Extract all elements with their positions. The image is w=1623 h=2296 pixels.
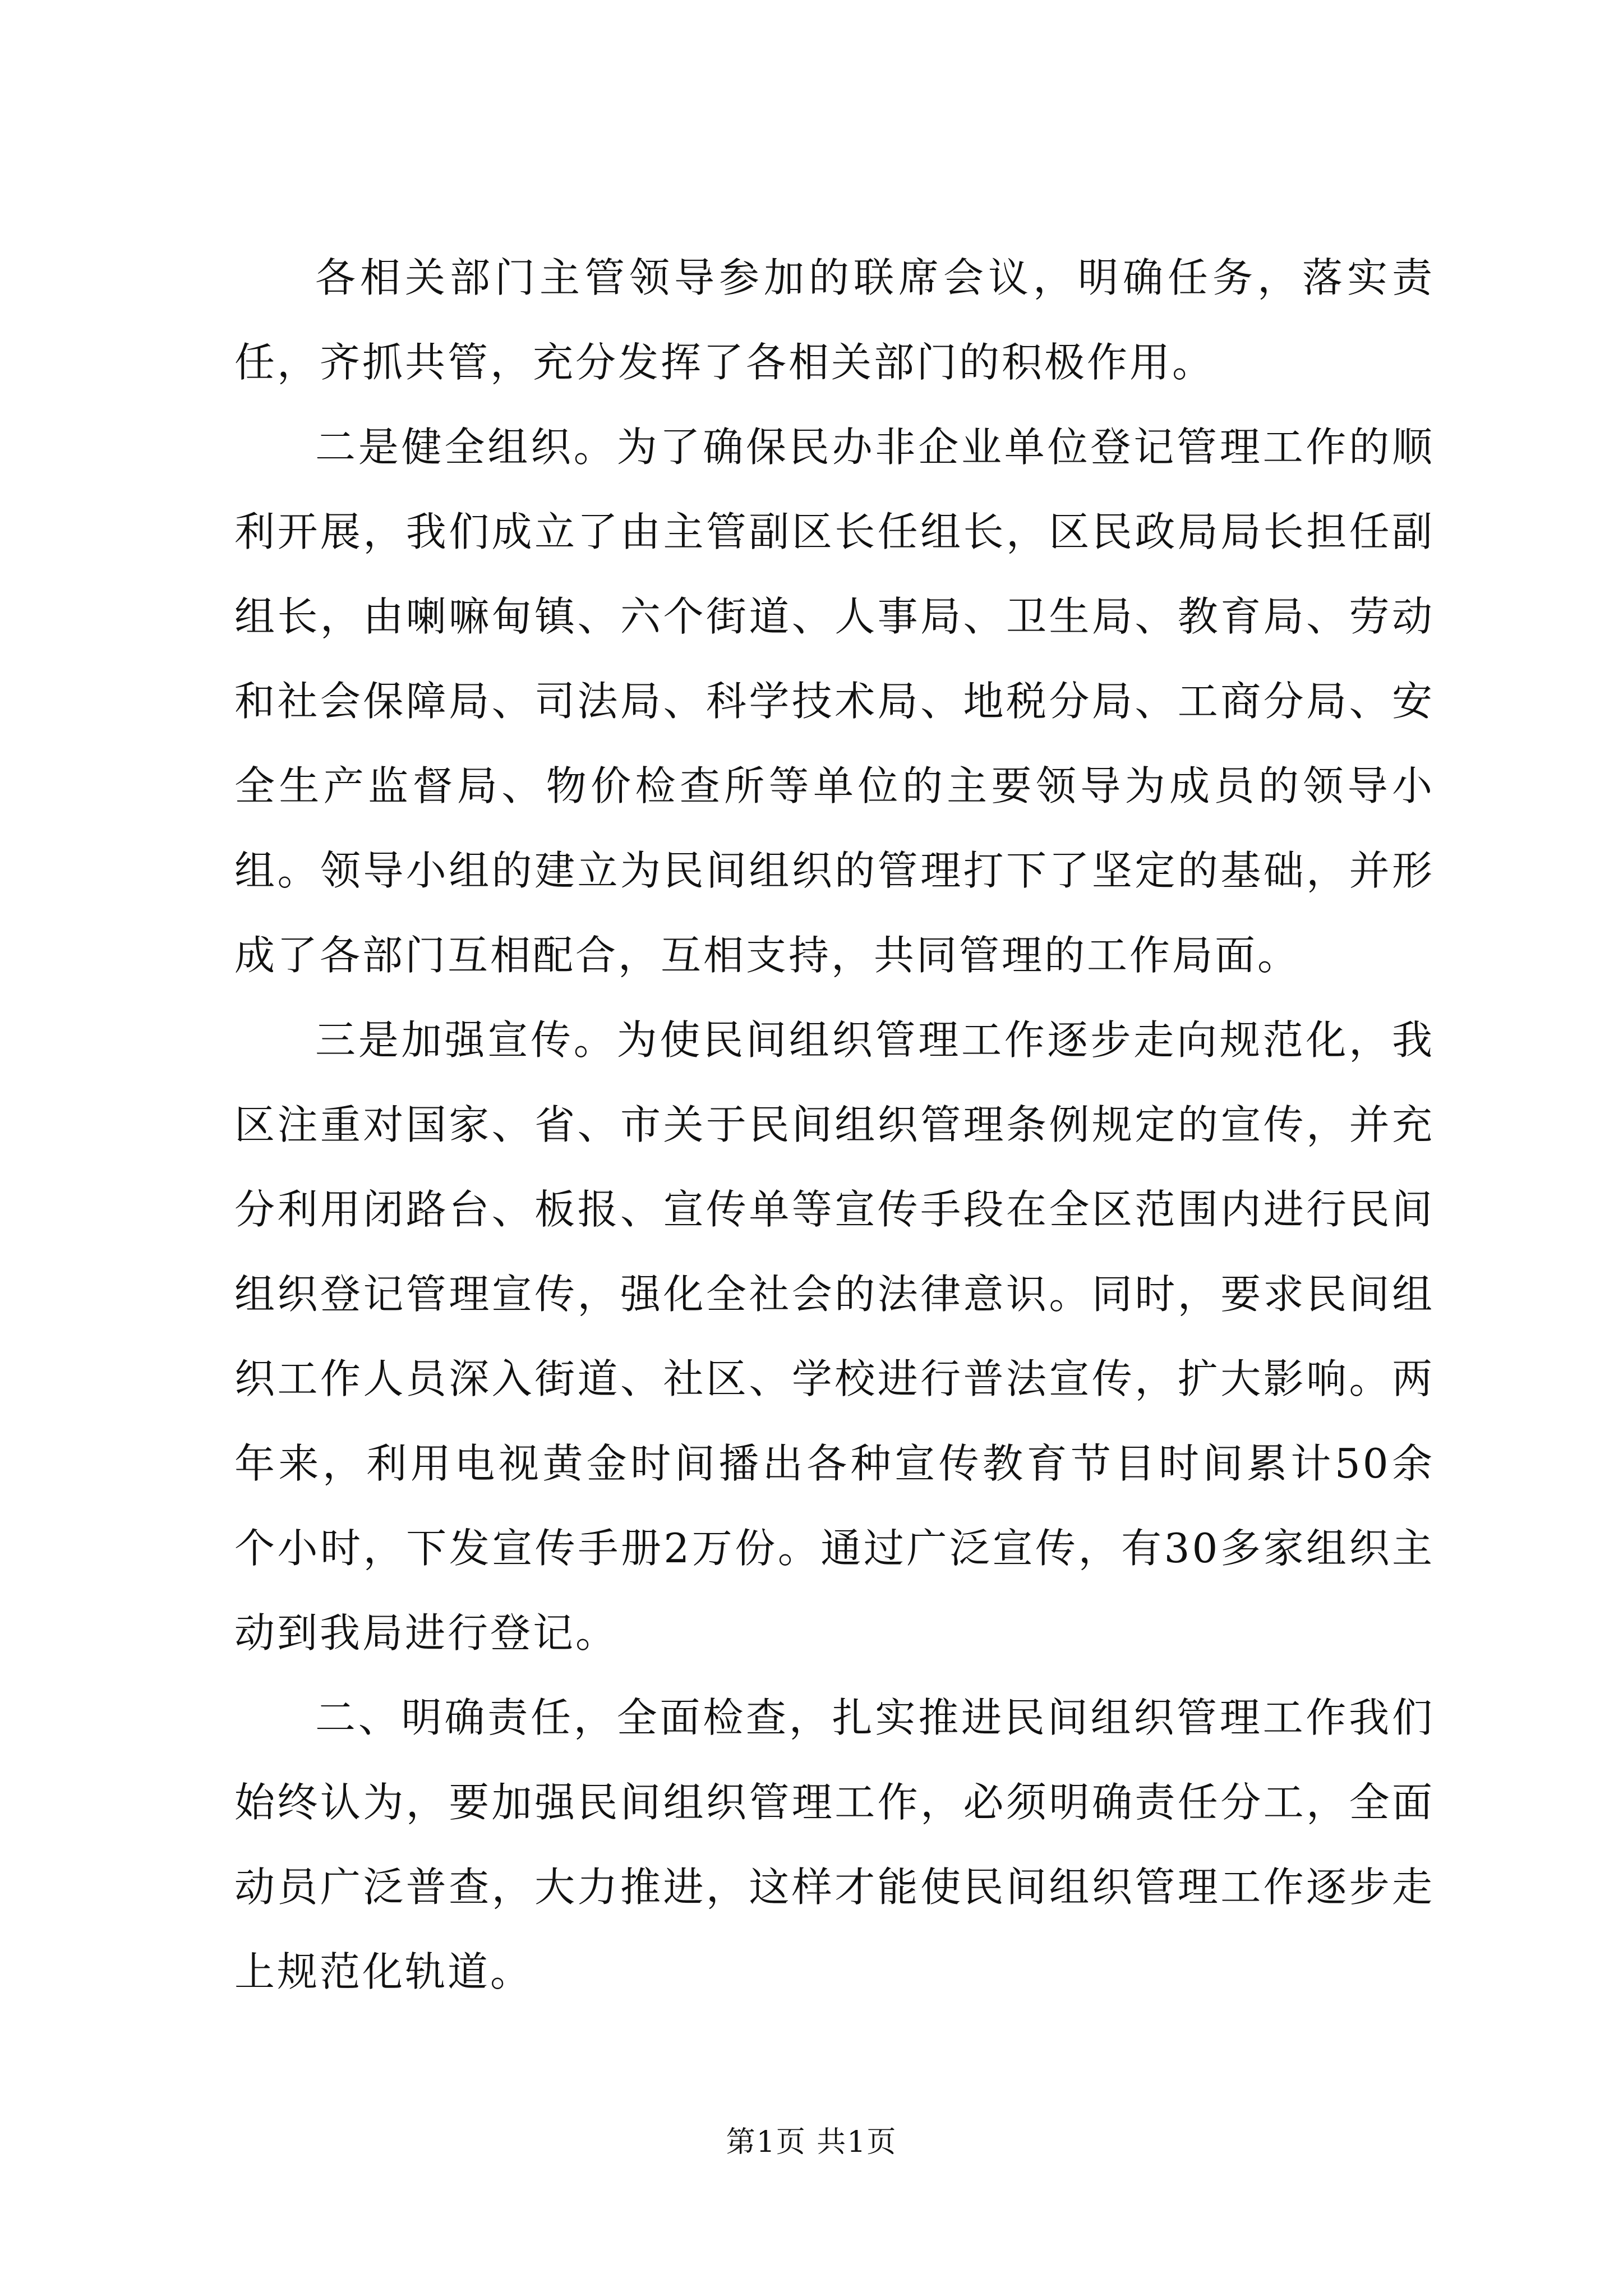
paragraph: 三是加强宣传。为使民间组织管理工作逐步走向规范化，我区注重对国家、省、市关于民间组织管理条例规定的宣传，并充分利用闭路台、板报、宣传单等宣传手段在全区范围内进行民间组织登记管理宣传，强化全社会的法律意识。同时，要求民间组织工作人员深入街道、社区、学校进行普法宣传，扩大影响。两年来，利用电视黄金时间播出各种宣传教育节目时间累计50余个小时，下发宣传手册2万份。通过广泛宣传，有30多家组织主动到我局进行登记。 [234, 1016, 1435, 1657]
paragraph: 二、明确责任，全面检查，扎实推进民间组织管理工作我们始终认为，要加强民间组织管理工作，必须明确责任分工，全面动员广泛普查，大力推进，这样才能使民间组织管理工作逐步走上规范化轨道。 [234, 1694, 1435, 1995]
page-footer: 第1页 共1页 [726, 2125, 897, 2159]
paragraph: 二是健全组织。为了确保民办非企业单位登记管理工作的顺利开展，我们成立了由主管副区长任组长，区民政局局长担任副组长，由喇嘛甸镇、六个街道、人事局、卫生局、教育局、劳动和社会保障局、司法局、科学技术局、地税分局、工商分局、安全生产监督局、物价检查所等单位的主要领导为成员的领导小组。领导小组的建立为民间组织的管理打下了坚定的基础，并形成了各部门互相配合，互相支持，共同管理的工作局面。 [234, 424, 1435, 979]
paragraph: 各相关部门主管领导参加的联席会议，明确任务，落实责任，齐抓共管，充分发挥了各相关部门的积极作用。 [234, 254, 1435, 386]
document-body [234, 236, 1435, 2014]
